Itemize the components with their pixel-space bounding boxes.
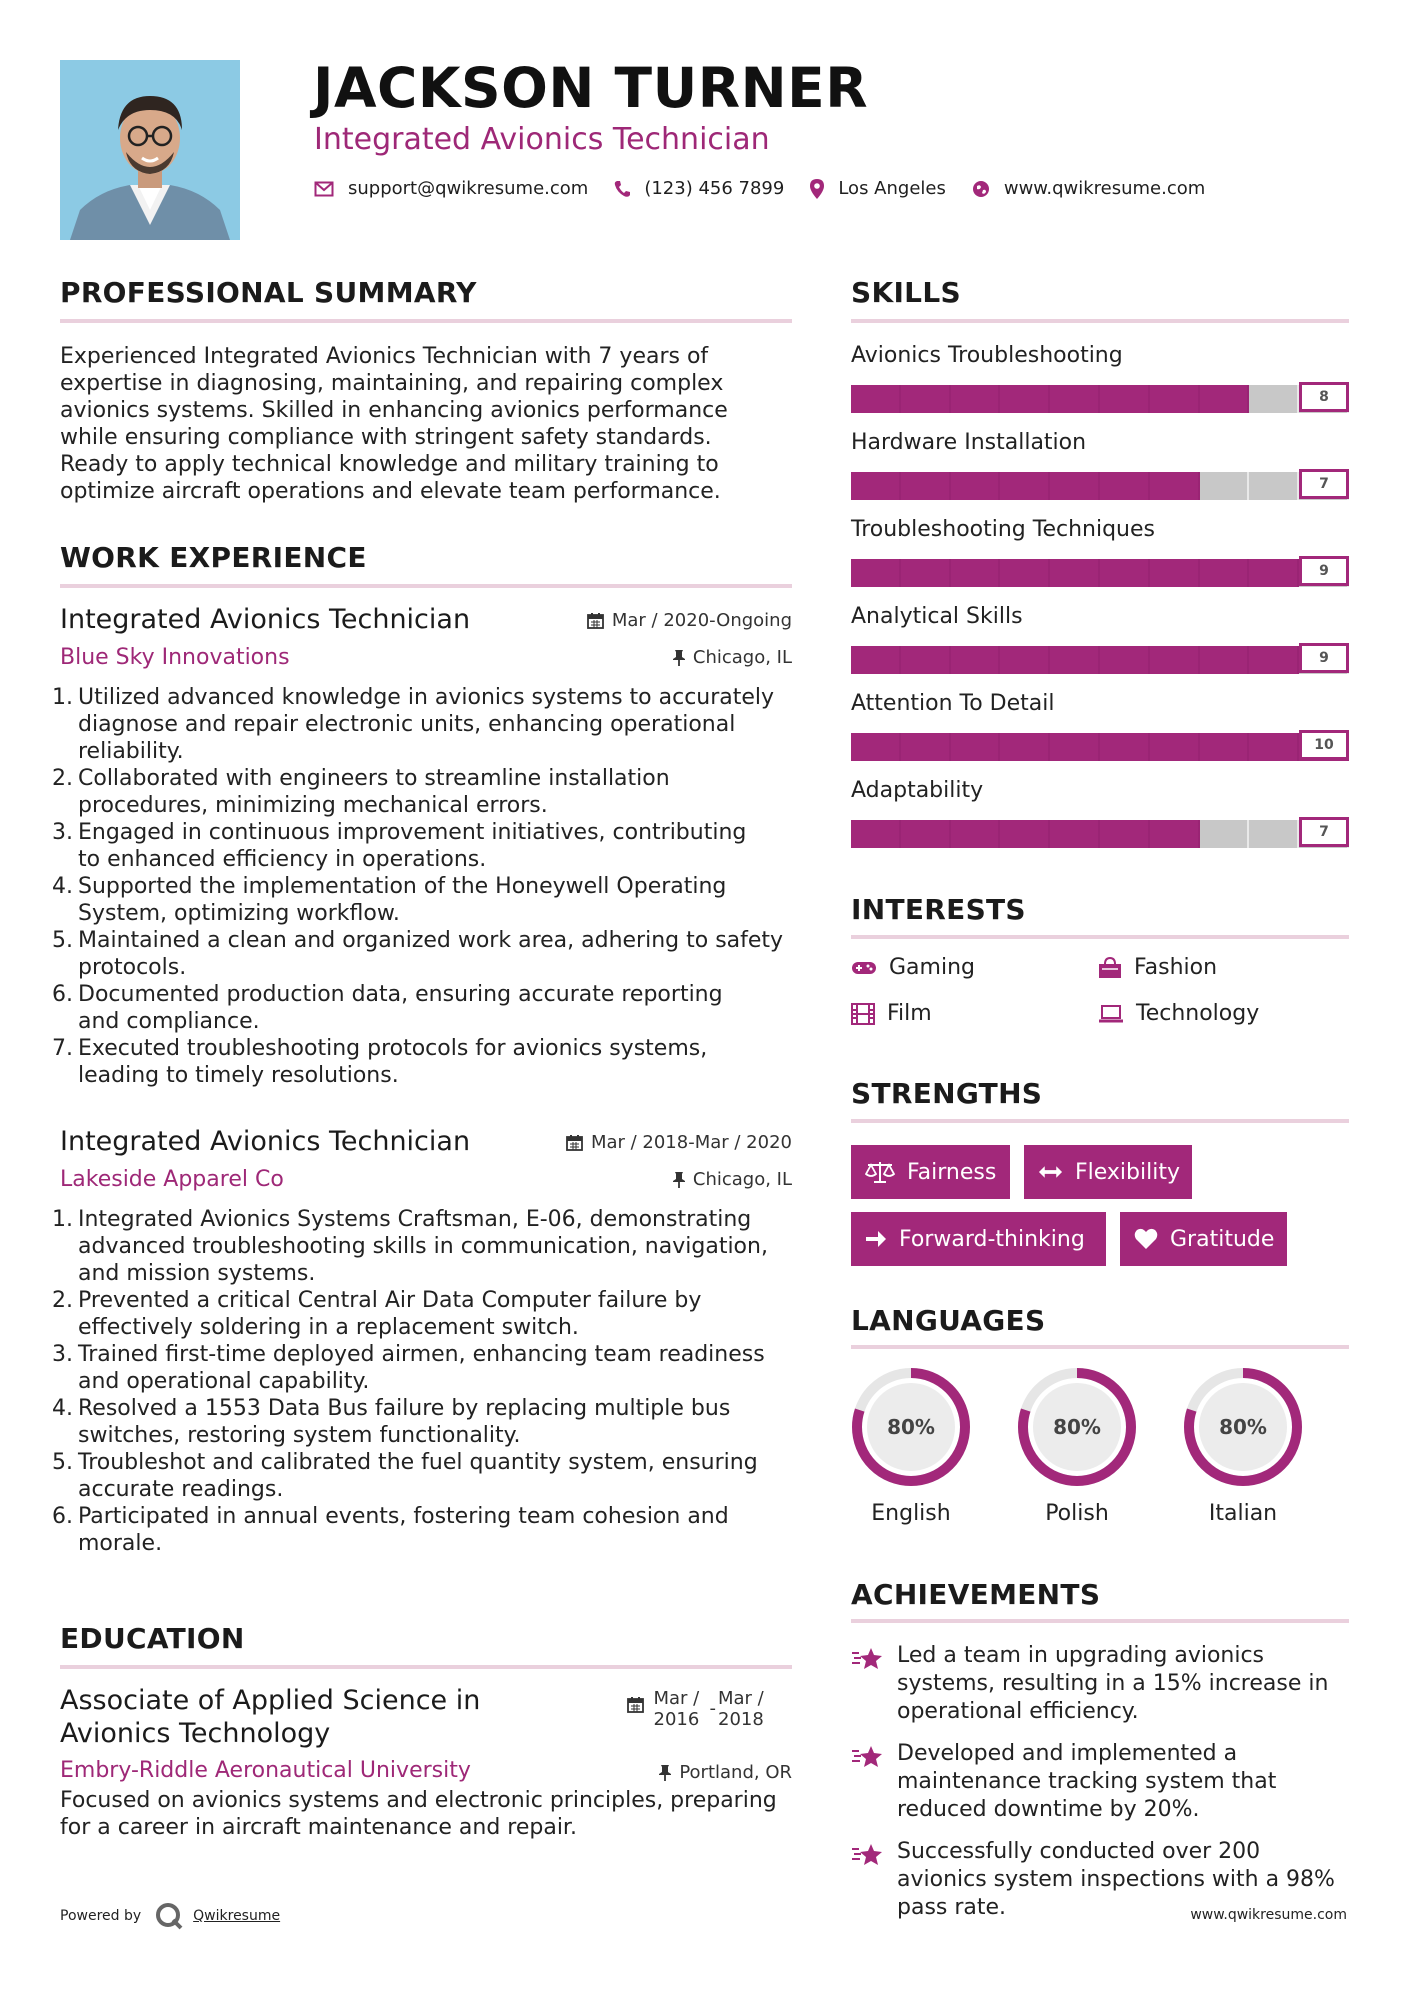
language-progress-ring bbox=[849, 1365, 973, 1489]
skill-bar-segment bbox=[951, 385, 1001, 413]
website-text: www.qwikresume.com bbox=[1003, 178, 1206, 199]
powered-by: Powered by Qwikresume bbox=[60, 1902, 280, 1930]
skill-bar-segment bbox=[1000, 820, 1050, 848]
pushpin-icon bbox=[673, 649, 685, 666]
footer-website[interactable]: www.qwikresume.com bbox=[1190, 1907, 1347, 1923]
interests-heading: INTERESTS bbox=[851, 893, 1026, 926]
education-dates: Mar / 2016 - Mar / 2018 bbox=[627, 1688, 775, 1730]
list-item: 2. Prevented a critical Central Air Data Computer failure by effectively soldering in a replacement switch. bbox=[52, 1288, 702, 1340]
skill-bar-segment bbox=[1200, 733, 1250, 761]
language-progress-ring bbox=[1181, 1365, 1305, 1489]
achievements-divider bbox=[851, 1619, 1349, 1623]
skill-name: Troubleshooting Techniques bbox=[851, 517, 1155, 542]
arrows-horizontal-icon bbox=[1038, 1165, 1063, 1179]
phone-text: (123) 456 7899 bbox=[644, 178, 785, 199]
list-item: 7. Executed troubleshooting protocols for avionics systems, leading to timely resolutions. bbox=[52, 1036, 708, 1088]
strength-tag: Flexibility bbox=[1024, 1145, 1192, 1199]
skill-name: Analytical Skills bbox=[851, 604, 1023, 629]
education-heading: EDUCATION bbox=[60, 1622, 245, 1655]
skill-bar-segment bbox=[901, 733, 951, 761]
languages-divider bbox=[851, 1345, 1349, 1349]
email-text: support@qwikresume.com bbox=[348, 178, 589, 199]
envelope-icon bbox=[314, 181, 334, 197]
skill-bar-segment bbox=[1100, 820, 1150, 848]
skill-bar-segment bbox=[951, 559, 1001, 587]
list-item: 4. Resolved a 1553 Data Bus failure by replacing multiple bus switches, restoring system functionality. bbox=[52, 1396, 731, 1448]
summary-line: while ensuring compliance with stringent safety standards. bbox=[60, 425, 712, 450]
skill-score: 10 bbox=[1299, 730, 1349, 760]
job-title: Integrated Avionics Technician bbox=[60, 604, 471, 635]
achievements-heading: ACHIEVEMENTS bbox=[851, 1578, 1101, 1611]
skill-bar-segment bbox=[1150, 472, 1200, 500]
skill-bar-segment bbox=[901, 820, 951, 848]
job-location bbox=[673, 1169, 792, 1190]
skill-bar-segment bbox=[901, 559, 951, 587]
summary-line: Ready to apply technical knowledge and military training to bbox=[60, 452, 719, 477]
skill-item bbox=[851, 778, 1349, 848]
film-icon bbox=[851, 1003, 875, 1025]
candidate-name: JACKSON TURNER bbox=[313, 56, 869, 120]
candidate-title: Integrated Avionics Technician bbox=[314, 122, 770, 157]
skill-bar-segment bbox=[851, 385, 901, 413]
skill-bar-segment bbox=[1200, 559, 1250, 587]
skill-score: 9 bbox=[1299, 556, 1349, 586]
education-location: Portland, OR bbox=[659, 1762, 792, 1783]
skill-bar bbox=[851, 646, 1349, 674]
skill-score: 7 bbox=[1299, 817, 1349, 847]
achievement-item: Led a team in upgrading avionics systems, resulting in a 15% increase in operational efficiency. bbox=[851, 1642, 1351, 1726]
skill-bar-segment bbox=[1249, 385, 1299, 413]
skill-bar-segment bbox=[1050, 472, 1100, 500]
summary-line: Experienced Integrated Avionics Technician with 7 years of bbox=[60, 344, 709, 369]
summary-divider bbox=[60, 319, 792, 323]
list-item: 1. Integrated Avionics Systems Craftsman, E-06, demonstrating advanced troubleshooting skills in communication, navigation, and mission systems. bbox=[52, 1207, 768, 1286]
shooting-star-icon bbox=[851, 1644, 885, 1672]
skill-bar-segment bbox=[851, 646, 901, 674]
strength-tag: Forward-thinking bbox=[851, 1212, 1106, 1266]
list-item: 1. Utilized advanced knowledge in avionics systems to accurately diagnose and repair electronic units, enhancing operational reliability. bbox=[52, 685, 775, 764]
calendar-icon bbox=[627, 1696, 644, 1713]
skill-item bbox=[851, 604, 1349, 674]
language-percent: 80% bbox=[887, 1415, 935, 1439]
skill-bar-segment bbox=[1150, 646, 1200, 674]
skill-bar-segment bbox=[1050, 646, 1100, 674]
languages-heading: LANGUAGES bbox=[851, 1304, 1046, 1337]
experience-divider bbox=[60, 584, 792, 588]
contact-row bbox=[314, 178, 1231, 199]
skill-bar-segment bbox=[951, 646, 1001, 674]
pushpin-icon bbox=[659, 1764, 671, 1781]
summary-text bbox=[60, 343, 800, 505]
skill-bar-segment bbox=[1100, 472, 1150, 500]
company-name: Blue Sky Innovations bbox=[60, 645, 290, 670]
skill-bar-segment bbox=[1150, 385, 1200, 413]
job-bullets bbox=[52, 1206, 792, 1557]
language-item bbox=[846, 1365, 976, 1526]
interests-divider bbox=[851, 935, 1349, 939]
list-item: 3. Trained first-time deployed airmen, enhancing team readiness and operational capability. bbox=[52, 1342, 765, 1394]
skill-bar bbox=[851, 733, 1349, 761]
laptop-icon bbox=[1098, 1004, 1124, 1024]
job-location-text: Chicago, IL bbox=[692, 1169, 792, 1190]
skill-bar-segment bbox=[1249, 559, 1299, 587]
job-location-text: Chicago, IL bbox=[692, 647, 792, 668]
education-description: Focused on avionics systems and electronic principles, preparing for a career in aircraft maintenance and repair. bbox=[60, 1788, 777, 1840]
skill-bar-segment bbox=[901, 385, 951, 413]
interest-item: Technology bbox=[1098, 1001, 1259, 1026]
job-location bbox=[673, 647, 792, 668]
language-name: Italian bbox=[1208, 1501, 1278, 1526]
list-item: 6. Documented production data, ensuring accurate reporting and compliance. bbox=[52, 982, 723, 1034]
balance-scale-icon bbox=[865, 1160, 895, 1184]
job-entry bbox=[52, 1126, 792, 1557]
skill-item bbox=[851, 517, 1349, 587]
gamepad-icon bbox=[851, 960, 877, 976]
summary-line: optimize aircraft operations and elevate team performance. bbox=[60, 479, 721, 504]
skill-bar-segment bbox=[951, 820, 1001, 848]
skill-bar-segment bbox=[1150, 733, 1200, 761]
skill-bar-segment bbox=[1200, 472, 1250, 500]
skill-item bbox=[851, 691, 1349, 761]
shooting-star-icon bbox=[851, 1742, 885, 1770]
list-item: 2. Collaborated with engineers to streamline installation procedures, minimizing mechanical errors. bbox=[52, 766, 670, 818]
skill-bar-segment bbox=[851, 820, 901, 848]
skill-bar-segment bbox=[1000, 472, 1050, 500]
job-title: Integrated Avionics Technician bbox=[60, 1126, 471, 1157]
contact-email[interactable] bbox=[314, 178, 588, 199]
skill-bar-segment bbox=[951, 472, 1001, 500]
strength-tag: Gratitude bbox=[1120, 1212, 1287, 1266]
summary-line: expertise in diagnosing, maintaining, and repairing complex bbox=[60, 371, 724, 396]
skill-bar-segment bbox=[1150, 820, 1200, 848]
skill-bar-segment bbox=[1000, 559, 1050, 587]
contact-location bbox=[810, 178, 946, 199]
summary-heading: PROFESSIONAL SUMMARY bbox=[60, 276, 477, 309]
skill-item bbox=[851, 343, 1349, 413]
skill-score: 7 bbox=[1299, 469, 1349, 499]
skill-bar-segment bbox=[1050, 559, 1100, 587]
skill-item bbox=[851, 430, 1349, 500]
education-entry bbox=[60, 1684, 792, 1841]
pushpin-icon bbox=[673, 1171, 685, 1188]
skill-bar-segment bbox=[951, 733, 1001, 761]
skill-bar-segment bbox=[1000, 733, 1050, 761]
skill-bar-segment bbox=[1249, 820, 1299, 848]
skill-bar-segment bbox=[1000, 385, 1050, 413]
job-dates bbox=[566, 1132, 792, 1153]
skill-bar-segment bbox=[1100, 646, 1150, 674]
degree-title: Associate of Applied Science in Avionics Technology bbox=[60, 1685, 481, 1749]
skill-bar-segment bbox=[1100, 733, 1150, 761]
skill-bar bbox=[851, 385, 1349, 413]
list-item: 3. Engaged in continuous improvement initiatives, contributing to enhanced efficiency in operations. bbox=[52, 820, 747, 872]
language-progress-ring bbox=[1015, 1365, 1139, 1489]
skill-bar-segment bbox=[1150, 559, 1200, 587]
skill-bar-segment bbox=[1249, 472, 1299, 500]
skill-bar-segment bbox=[1100, 385, 1150, 413]
skill-bar-segment bbox=[851, 472, 901, 500]
achievement-item: Successfully conducted over 200 avionics system inspections with a 98% pass rate. bbox=[851, 1838, 1351, 1922]
interest-item: Film bbox=[851, 1001, 932, 1026]
contact-phone[interactable] bbox=[614, 178, 784, 199]
strengths-heading: STRENGTHS bbox=[851, 1077, 1043, 1110]
skill-bar-segment bbox=[1200, 820, 1250, 848]
skill-score: 9 bbox=[1299, 643, 1349, 673]
brand-link[interactable]: Qwikresume bbox=[193, 1908, 281, 1924]
language-percent: 80% bbox=[1219, 1415, 1267, 1439]
job-dates-text: Mar / 2020-Ongoing bbox=[611, 610, 792, 631]
list-item: 4. Supported the implementation of the Honeywell Operating System, optimizing workflow. bbox=[52, 874, 727, 926]
skill-bar-segment bbox=[901, 472, 951, 500]
language-item bbox=[1178, 1365, 1308, 1526]
skill-bar-segment bbox=[1050, 733, 1100, 761]
list-item: 6. Participated in annual events, fostering team cohesion and morale. bbox=[52, 1504, 729, 1556]
location-text: Los Angeles bbox=[838, 178, 946, 199]
language-percent: 80% bbox=[1053, 1415, 1101, 1439]
skill-bar-segment bbox=[851, 733, 901, 761]
map-marker-icon bbox=[810, 179, 824, 199]
company-name: Lakeside Apparel Co bbox=[60, 1167, 284, 1192]
skill-name: Adaptability bbox=[851, 778, 984, 803]
skill-bar bbox=[851, 472, 1349, 500]
phone-icon bbox=[614, 180, 630, 198]
skill-bar-segment bbox=[1100, 559, 1150, 587]
achievement-item: Developed and implemented a maintenance tracking system that reduced downtime by 20%. bbox=[851, 1740, 1351, 1824]
job-entry bbox=[52, 604, 792, 1089]
skill-name: Hardware Installation bbox=[851, 430, 1087, 455]
language-item bbox=[1012, 1365, 1142, 1526]
skills-divider bbox=[851, 319, 1349, 323]
job-dates bbox=[587, 610, 792, 631]
skill-bar-segment bbox=[1200, 385, 1250, 413]
interest-item: Fashion bbox=[1098, 955, 1217, 980]
skill-name: Attention To Detail bbox=[851, 691, 1055, 716]
summary-line: avionics systems. Skilled in enhancing avionics performance bbox=[60, 398, 728, 423]
list-item: 5. Maintained a clean and organized work area, adhering to safety protocols. bbox=[52, 928, 784, 980]
qwikresume-logo-icon bbox=[155, 1902, 183, 1930]
skill-bar bbox=[851, 820, 1349, 848]
skills-heading: SKILLS bbox=[851, 276, 961, 309]
profile-photo bbox=[60, 60, 240, 240]
education-divider bbox=[60, 1665, 792, 1669]
skill-bar-segment bbox=[851, 559, 901, 587]
skill-name: Avionics Troubleshooting bbox=[851, 343, 1123, 368]
job-dates-text: Mar / 2018-Mar / 2020 bbox=[590, 1132, 792, 1153]
calendar-icon bbox=[587, 612, 604, 629]
experience-heading: WORK EXPERIENCE bbox=[60, 541, 367, 574]
strengths-divider bbox=[851, 1119, 1349, 1123]
language-name: Polish bbox=[1045, 1501, 1109, 1526]
shopping-bag-icon bbox=[1098, 957, 1122, 979]
arrow-right-icon bbox=[865, 1229, 887, 1249]
skill-bar-segment bbox=[1249, 733, 1299, 761]
skill-bar-segment bbox=[901, 646, 951, 674]
skill-bar-segment bbox=[1050, 385, 1100, 413]
skill-bar-segment bbox=[1249, 646, 1299, 674]
skill-bar-segment bbox=[1200, 646, 1250, 674]
contact-website[interactable] bbox=[972, 178, 1205, 199]
skill-bar-segment bbox=[1000, 646, 1050, 674]
language-name: English bbox=[871, 1501, 951, 1526]
heart-icon bbox=[1134, 1228, 1158, 1250]
school-name: Embry-Riddle Aeronautical University bbox=[60, 1758, 471, 1783]
calendar-icon bbox=[566, 1134, 583, 1151]
skill-bar-segment bbox=[1050, 820, 1100, 848]
strength-tag: Fairness bbox=[851, 1145, 1010, 1199]
shooting-star-icon bbox=[851, 1840, 885, 1868]
globe-icon bbox=[972, 180, 990, 198]
interest-item: Gaming bbox=[851, 955, 975, 980]
job-bullets bbox=[52, 684, 792, 1089]
list-item: 5. Troubleshot and calibrated the fuel quantity system, ensuring accurate readings. bbox=[52, 1450, 758, 1502]
skill-bar bbox=[851, 559, 1349, 587]
skill-score: 8 bbox=[1299, 382, 1349, 412]
